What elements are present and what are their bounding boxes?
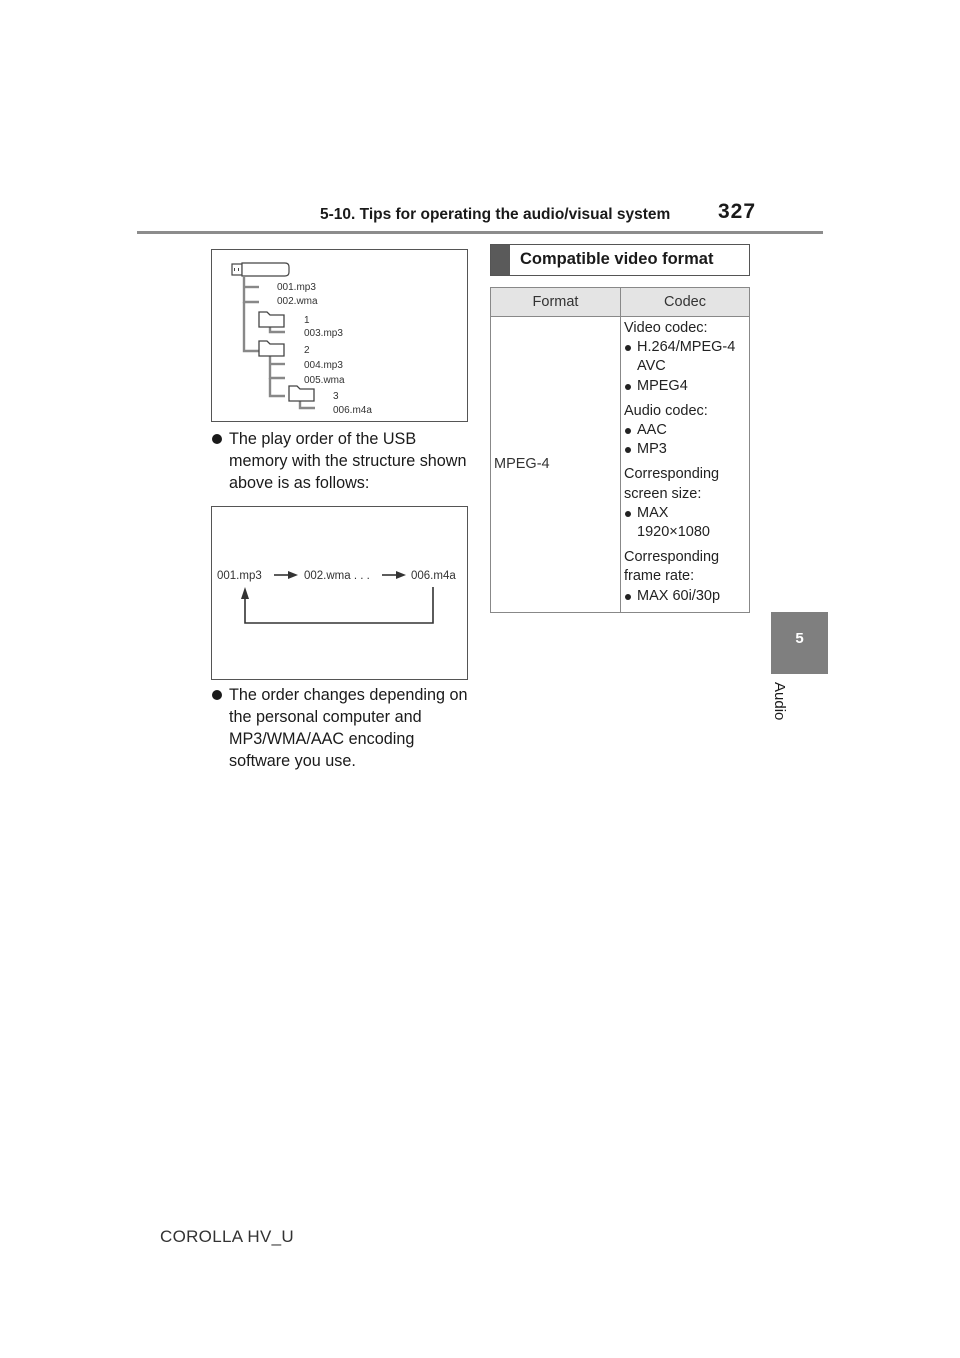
codec-cell <box>621 317 750 613</box>
codec-item-continuation: AVC <box>637 358 666 375</box>
page-number: 327 <box>718 200 757 223</box>
arrow-right-icon <box>382 571 406 579</box>
order-middle-file: 002.wma . . . <box>304 570 370 582</box>
chapter-label-text: Audio <box>771 682 788 721</box>
bullet-item <box>212 684 468 772</box>
codec-label: Corresponding <box>624 549 720 566</box>
bullet-text: The order changes depending on the personal computer and MP3/WMA/AAC encoding software you use. <box>229 686 468 770</box>
folder-icon <box>289 386 314 401</box>
footer-model-name: COROLLA HV_U <box>160 1227 294 1246</box>
folder-label: 3 <box>333 391 339 402</box>
chapter-number: 5 <box>795 630 804 647</box>
bullet-dot <box>212 434 222 444</box>
bullet-dot <box>212 690 222 700</box>
format-cell: MPEG-4 <box>491 317 621 613</box>
column-header-codec: Codec <box>621 288 750 317</box>
folder-label: 2 <box>304 345 310 356</box>
codec-item: AAC <box>624 421 749 440</box>
codec-item-continuation: 1920×1080 <box>637 524 710 541</box>
codec-item: MAX <box>624 504 749 523</box>
bullet-item <box>212 428 468 494</box>
chapter-label <box>768 682 788 742</box>
heading-label: Compatible video format <box>520 250 714 268</box>
codec-item: MAX 60i/30p <box>624 587 749 606</box>
video-format-table <box>490 287 750 613</box>
file-label: 006.m4a <box>333 405 372 416</box>
usb-memory-icon <box>232 263 289 276</box>
codec-label: frame rate: <box>624 568 695 585</box>
video-format-heading <box>490 244 750 276</box>
column-header-format: Format <box>491 288 621 317</box>
table-row <box>491 317 750 613</box>
folder-icon <box>259 341 284 356</box>
file-label: 001.mp3 <box>277 282 316 293</box>
section-title: 5-10. Tips for operating the audio/visual system <box>320 206 671 223</box>
folder-label: 1 <box>304 315 310 326</box>
header-divider <box>137 231 823 234</box>
loop-back-arrow <box>241 587 433 623</box>
heading-bar <box>491 245 510 275</box>
audio-codec-group <box>624 402 749 460</box>
file-label: 003.mp3 <box>304 328 343 339</box>
play-order-diagram <box>212 507 467 679</box>
video-codec-group <box>624 319 749 396</box>
order-last-file: 006.m4a <box>411 570 456 582</box>
codec-label: Audio codec: <box>624 402 708 419</box>
frame-rate-group <box>624 548 749 606</box>
codec-label: Video codec: <box>624 320 708 336</box>
file-label: 005.wma <box>304 375 345 386</box>
folder-icon <box>259 312 284 327</box>
screen-size-group <box>624 465 749 542</box>
folder-structure-figure <box>211 249 468 422</box>
codec-item: H.264/MPEG-4 <box>624 338 749 357</box>
file-label: 004.mp3 <box>304 360 343 371</box>
play-order-figure <box>211 506 468 680</box>
bullet-text: The play order of the USB memory with the structure shown above is as follows: <box>229 430 467 492</box>
file-label: 002.wma <box>277 296 318 307</box>
table-header-row <box>491 288 750 317</box>
codec-item: MPEG4 <box>624 377 749 396</box>
codec-label: screen size: <box>624 485 702 502</box>
folder-structure-diagram <box>212 250 467 421</box>
codec-label: Corresponding <box>624 466 720 483</box>
arrow-right-icon <box>274 571 298 579</box>
order-first-file: 001.mp3 <box>217 570 262 582</box>
codec-item: MP3 <box>624 440 749 459</box>
